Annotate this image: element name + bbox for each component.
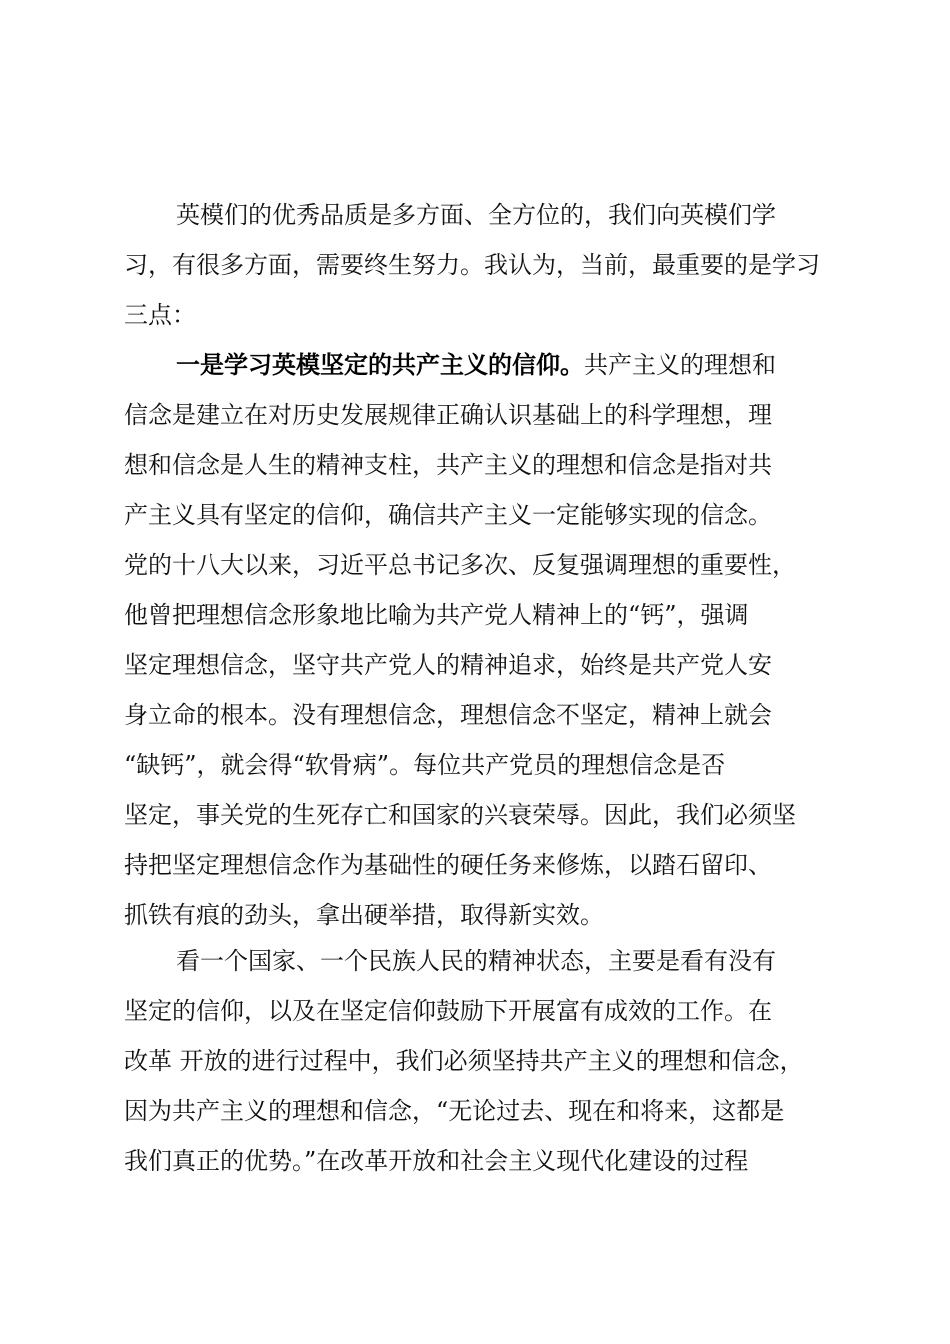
paragraph-3-line-2: 坚定的信仰，以及在坚定信仰鼓励下开展富有成效的工作。在 (124, 997, 772, 1025)
paragraph-3-line-3: 改革 开放的进行过程中，我们必须坚持共产主义的理想和信念， (124, 1047, 804, 1075)
paragraph-2-line-7: 坚定理想信念，坚守共产党人的精神追求，始终是共产党人安 (124, 651, 772, 679)
paragraph-2-heading: 一是学习英模坚定的共产主义的信仰。 (176, 351, 584, 379)
paragraph-1-line-2: 习，有很多方面，需要终生努力。我认为，当前，最重要的是学习 (124, 251, 820, 279)
paragraph-2-line-9: “缺钙”，就会得“软骨病”。每位共产党员的理想信念是否 (124, 751, 726, 779)
paragraph-1-line-1: 英模们的优秀品质是多方面、全方位的，我们向英模们学 (176, 201, 776, 229)
paragraph-2-line-8: 身立命的根本。没有理想信念，理想信念不坚定，精神上就会 (124, 701, 772, 729)
paragraph-2-line-4: 产主义具有坚定的信仰，确信共产主义一定能够实现的信念。 (124, 501, 772, 529)
paragraph-2-line-1 (176, 340, 840, 390)
paragraph-3-line-4: 因为共产主义的理想和信念，“无论过去、现在和将来，这都是 (124, 1097, 785, 1125)
paragraph-2-line-11: 持把坚定理想信念作为基础性的硬任务来修炼，以踏石留印、 (124, 851, 772, 879)
paragraph-2-line-3: 想和信念是人生的精神支柱，共产主义的理想和信念是指对共 (124, 451, 772, 479)
paragraph-2-line-6: 他曾把理想信念形象地比喻为共产党人精神上的“钙”，强调 (124, 601, 749, 629)
paragraph-2-line-12: 抓铁有痕的劲头，拿出硬举措，取得新实效。 (124, 901, 604, 929)
paragraph-2-line-1-rest: 共产主义的理想和 (584, 351, 776, 379)
paragraph-2-line-2: 信念是建立在对历史发展规律正确认识基础上的科学理想，理 (124, 401, 772, 429)
paragraph-2-line-5: 党的十八大以来，习近平总书记多次、反复强调理想的重要性， (124, 551, 796, 579)
paragraph-2-line-10: 坚定，事关党的生死存亡和国家的兴衰荣辱。因此，我们必须坚 (124, 801, 796, 829)
paragraph-3-line-5: 我们真正的优势。”在改革开放和社会主义现代化建设的过程 (124, 1147, 749, 1175)
paragraph-3-line-1: 看一个国家、一个民族人民的精神状态，主要是看有没有 (176, 947, 776, 975)
paragraph-1-line-3: 三点： (124, 301, 196, 329)
